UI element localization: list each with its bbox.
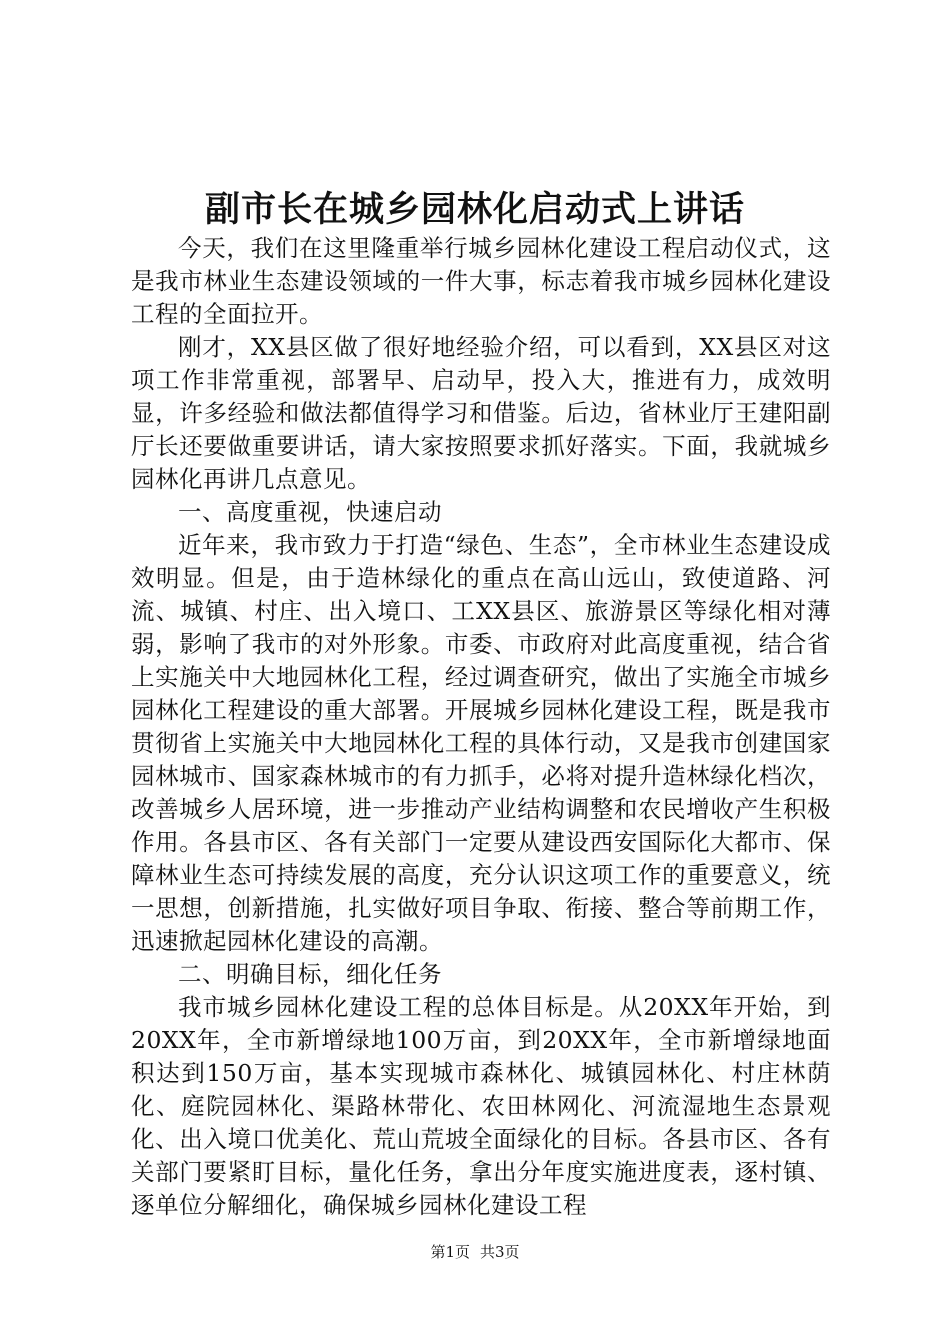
- page-footer: [0, 1241, 950, 1263]
- page-total: 共3页: [480, 1243, 520, 1261]
- section-heading: 一、高度重视，快速启动: [178, 498, 442, 526]
- page-number: 第1页: [430, 1243, 470, 1261]
- document-title: 副市长在城乡园林化启动式上讲话: [204, 189, 745, 230]
- document-body: [131, 232, 831, 1222]
- paragraph: 刚才，XX县区做了很好地经验介绍，可以看到，XX县区对这项工作非常重视，部署早、启动早，投入大，推进有力，成效明显，许多经验和做法都值得学习和借鉴。后边，省林业厅王建阳副厅长还要做重要讲话，请大家按照要求抓好落实。下面，我就城乡园林化再讲几点意见。: [131, 333, 831, 493]
- section-heading: 二、明确目标，细化任务: [178, 960, 442, 988]
- paragraph: 近年来，我市致力于打造“绿色、生态”，全市林业生态建设成效明显。但是，由于造林绿化的重点在高山远山，致使道路、河流、城镇、村庄、出入境口、工XX县区、旅游景区等绿化相对薄弱，影响了我市的对外形象。市委、市政府对此高度重视，结合省上实施关中大地园林化工程，经过调查研究，做出了实施全市城乡园林化工程建设的重大部署。开展城乡园林化建设工程，既是我市贯彻省上实施关中大地园林化工程的具体行动，又是我市创建国家园林城市、国家森林城市的有力抓手，必将对提升造林绿化档次，改善城乡人居环境，进一步推动产业结构调整和农民增收产生积极作用。各县市区、各有关部门一定要从建设西安国际化大都市、保障林业生态可持续发展的高度，充分认识这项工作的重要意义，统一思想，创新措施，扎实做好项目争取、衔接、整合等前期工作，迅速掀起园林化建设的高潮。: [131, 531, 831, 955]
- paragraph: 我市城乡园林化建设工程的总体目标是。从20XX年开始，到20XX年，全市新增绿地100万亩，到20XX年，全市新增绿地面积达到150万亩，基本实现城市森林化、城镇园林化、村庄林荫化、庭院园林化、渠路林带化、农田林网化、河流湿地生态景观化、出入境口优美化、荒山荒坡全面绿化的目标。各县市区、各有关部门要紧盯目标，量化任务，拿出分年度实施进度表，逐村镇、逐单位分解细化，确保城乡园林化建设工程: [131, 993, 831, 1219]
- paragraph: 今天，我们在这里隆重举行城乡园林化建设工程启动仪式，这是我市林业生态建设领域的一件大事，标志着我市城乡园林化建设工程的全面拉开。: [131, 234, 831, 328]
